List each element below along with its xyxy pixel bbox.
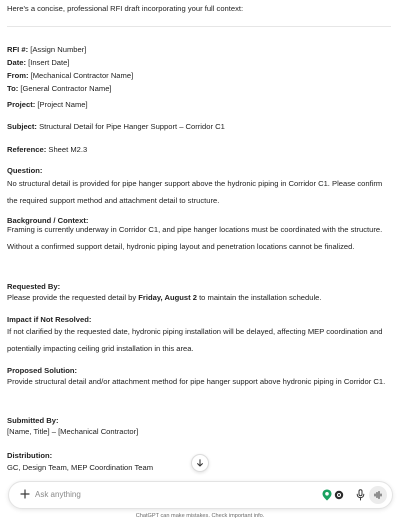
question-title: Question: (7, 166, 43, 175)
project-line (7, 98, 88, 111)
subject-value: Structural Detail for Pipe Hanger Support – Corridor C1 (36, 122, 225, 131)
proposed-body: Provide structural detail and/or attachment method for pipe hanger support above hydronic piping in Corridor C1. (7, 377, 386, 386)
requested-by-text: Please provide the requested detail by (7, 293, 139, 302)
rfi-number-value: [Assign Number] (28, 45, 87, 54)
date-value: [Insert Date] (26, 58, 70, 67)
dictate-button[interactable] (354, 488, 366, 502)
divider (7, 26, 391, 27)
requested-by-text-end: to maintain the installation schedule. (196, 293, 322, 302)
reference-value: Sheet M2.3 (46, 145, 88, 154)
subject-line (7, 120, 225, 133)
prompt-input[interactable] (35, 488, 275, 501)
reference-label: Reference: (7, 145, 47, 154)
extension-button[interactable] (334, 489, 344, 501)
reference-line (7, 143, 87, 156)
project-label: Project: (7, 100, 36, 109)
plus-icon (20, 489, 30, 499)
distribution-title: Distribution: (7, 451, 53, 460)
distribution-body: GC, Design Team, MEP Coordination Team (7, 463, 154, 472)
input-tools (322, 488, 344, 502)
from-value: [Mechanical Contractor Name] (28, 71, 134, 80)
submitted-body: [Name, Title] – [Mechanical Contractor] (7, 427, 139, 436)
proposed-title: Proposed Solution: (7, 366, 78, 375)
disclaimer: ChatGPT can make mistakes. Check important info. (135, 513, 265, 519)
date-line (7, 56, 69, 69)
attach-button[interactable] (18, 487, 32, 501)
requested-by-body (7, 290, 391, 307)
impact-body: If not clarified by the requested date, hydronic piping installation will be delayed, affecting MEP coordination and potentially impacting ceiling grid installation in this area. (7, 327, 383, 353)
rfi-number-line (7, 43, 86, 56)
voice-mode-button[interactable] (369, 486, 387, 504)
arrow-down-icon (196, 459, 204, 467)
submitted-title: Submitted By: (7, 416, 59, 425)
intro-text: Here's a concise, professional RFI draft incorporating your full context: (7, 4, 244, 13)
composer (8, 481, 393, 509)
background-title: Background / Context: (7, 216, 89, 225)
question-body: No structural detail is provided for pipe hanger support above the hydronic piping in Corridor C1. Please confirm the required support method and attachment detail to structure. (7, 179, 383, 205)
rfi-number-label: RFI #: (7, 45, 29, 54)
date-label: Date: (7, 58, 26, 67)
grammarly-icon (322, 489, 332, 501)
subject-label: Subject: (7, 122, 37, 131)
microphone-icon (356, 489, 365, 501)
voice-mode-icon (373, 490, 383, 500)
scroll-down-button[interactable] (191, 454, 209, 472)
from-label: From: (7, 71, 29, 80)
to-line (7, 82, 112, 95)
requested-by-title: Requested By: (7, 282, 61, 291)
from-line (7, 69, 133, 82)
grammarly-button[interactable] (322, 489, 332, 501)
requested-by-date: Friday, August 2 (138, 293, 197, 302)
to-label: To: (7, 84, 19, 93)
impact-title: Impact if Not Resolved: (7, 315, 92, 324)
background-body: Framing is currently underway in Corridor C1, and pipe hanger locations must be coordinated with the structure. Without a confirmed support detail, hydronic piping layout and penetration locations cannot be finalized. (7, 225, 383, 251)
extension-icon (334, 489, 344, 501)
to-value: [General Contractor Name] (18, 84, 112, 93)
project-value: [Project Name] (35, 100, 88, 109)
